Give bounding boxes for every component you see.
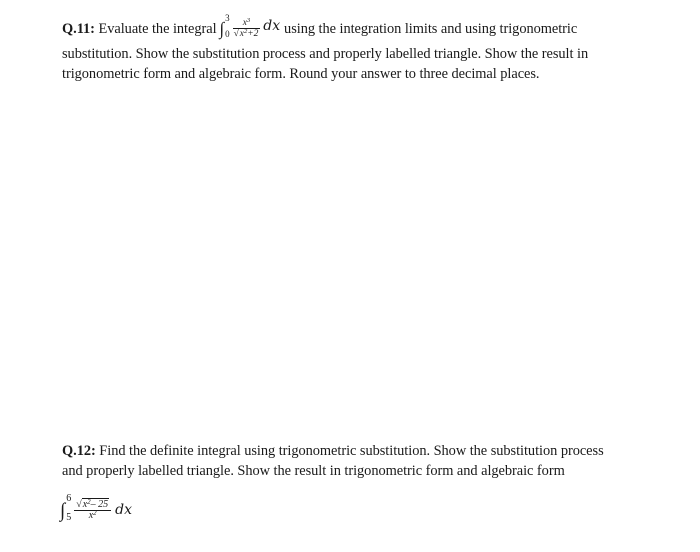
integral-limits <box>66 493 72 523</box>
integral-limits <box>225 13 230 39</box>
question-11 <box>62 14 656 84</box>
differential: dx <box>115 502 133 518</box>
integrand-fraction <box>233 18 261 39</box>
integrand-fraction <box>74 497 111 521</box>
question-12-line-1-text: Find the definite integral using trigonometric substitution. Show the substitution process <box>99 443 604 459</box>
upper-limit: 6 <box>66 493 72 504</box>
question-11-number: Q.11: <box>62 21 95 37</box>
question-12-number: Q.12: <box>62 443 96 459</box>
question-11-integral <box>219 13 284 39</box>
question-12-integral <box>60 493 135 523</box>
question-11-suffix: using the integration limits and using trigonometric <box>284 21 578 37</box>
upper-limit: 3 <box>225 13 230 23</box>
integrand-numerator: $√x^2-$ 25 <box>76 497 109 510</box>
lower-limit: 0 <box>225 29 230 39</box>
question-11-line-1 <box>62 14 656 44</box>
integrand-numerator: $x^3$ <box>242 16 251 28</box>
question-11-line-3: trigonometric form and algebraic form. Round your answer to three decimal places. <box>62 66 540 82</box>
question-12 <box>62 441 656 481</box>
lower-limit: 5 <box>66 512 72 523</box>
integral-sign: ∫ <box>60 498 66 522</box>
integrand-denominator: $√x^2+2$ <box>233 27 259 39</box>
question-12-line-1 <box>62 441 656 461</box>
question-11-prefix: Evaluate the integral <box>98 21 217 37</box>
question-11-line-2: substitution. Show the substitution process and properly labelled triangle. Show the result in <box>62 46 589 62</box>
question-12-line-2: and properly labelled triangle. Show the result in trigonometric form and algebraic form <box>62 463 565 479</box>
differential: dx <box>263 18 281 34</box>
integrand-denominator: $x^2$ <box>88 508 97 521</box>
integral-sign: ∫ <box>219 18 225 38</box>
